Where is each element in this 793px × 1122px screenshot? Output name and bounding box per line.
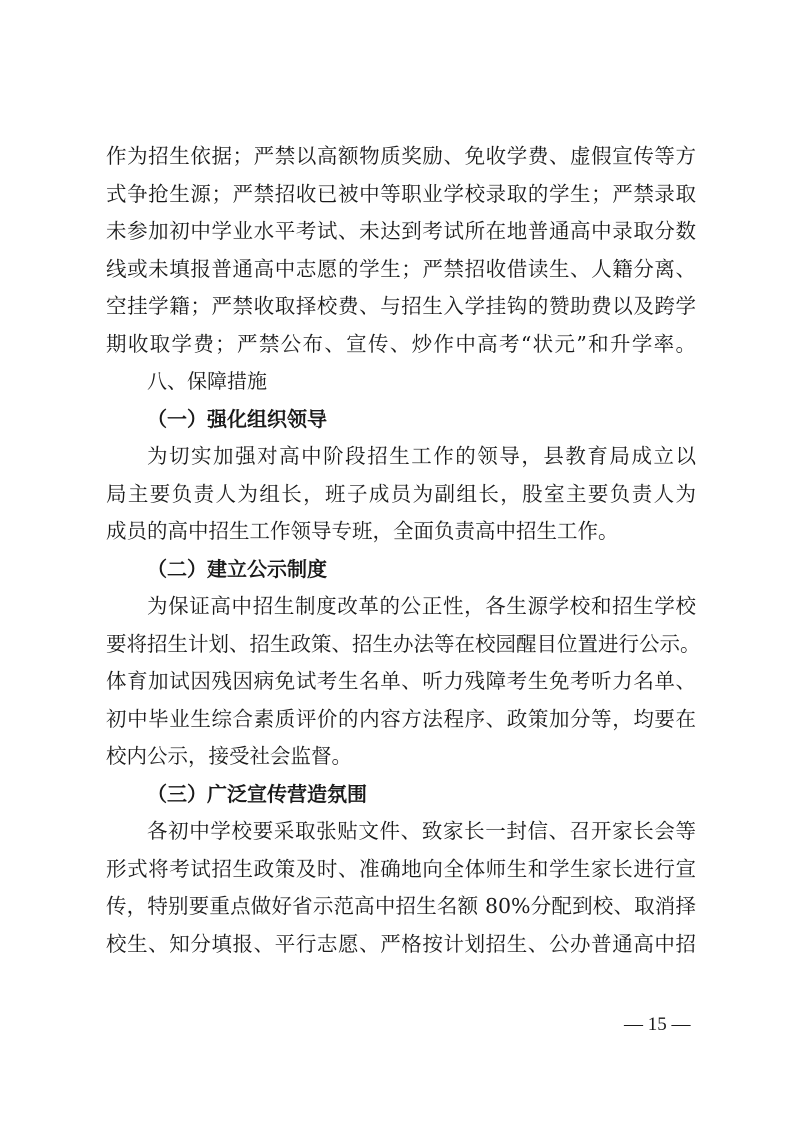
paragraph-line: 局主要负责人为组长，班子成员为副组长，股室主要负责人为 — [106, 481, 696, 506]
paragraph-line: 线或未填报普通高中志愿的学生；严禁招收借读生、人籍分离、 — [106, 256, 696, 281]
paragraph-line: 空挂学籍；严禁收取择校费、与招生入学挂钩的赞助费以及跨学 — [106, 294, 696, 318]
page-number: — 15 — — [624, 1014, 691, 1035]
paragraph-line: 成员的高中招生工作领导专班，全面负责高中招生工作。 — [106, 519, 619, 543]
paragraph-line: 体育加试因残因病免试考生名单、听力残障考生免考听力名单、 — [106, 669, 696, 693]
paragraph-line: 校内公示，接受社会监督。 — [106, 744, 352, 768]
paragraph-line: 形式将考试招生政策及时、准确地向全体师生和学生家长进行宣 — [106, 856, 696, 881]
paragraph-line: 为切实加强对高中阶段招生工作的领导，县教育局成立以 — [147, 444, 696, 468]
paragraph-line: 校生、知分填报、平行志愿、严格按计划招生、公办普通高中招 — [106, 931, 696, 956]
paragraph-line: 为保证高中招生制度改革的公正性，各生源学校和招生学校 — [147, 594, 696, 618]
paragraph-line: 要将招生计划、招生政策、招生办法等在校园醒目位置进行公示。 — [106, 631, 701, 656]
section-heading: 八、保障措施 — [147, 369, 267, 393]
paragraph-line: 作为招生依据；严禁以高额物质奖励、免收学费、虚假宣传等方 — [106, 144, 696, 168]
subsection-heading: （一）强化组织领导 — [147, 406, 327, 431]
subsection-heading: （三）广泛宣传营造氛围 — [147, 781, 367, 806]
subsection-heading: （二）建立公示制度 — [147, 556, 327, 581]
document-body — [106, 138, 701, 963]
paragraph-line: 式争抢生源；严禁招收已被中等职业学校录取的学生；严禁录取 — [106, 181, 696, 206]
paragraph-line: 未参加初中学业水平考试、未达到考试所在地普通高中录取分数 — [106, 219, 696, 243]
paragraph-line: 传，特别要重点做好省示范高中招生名额 80%分配到校、取消择 — [106, 894, 696, 918]
paragraph-line: 各初中学校要采取张贴文件、致家长一封信、召开家长会等 — [147, 819, 696, 843]
paragraph-line: 初中毕业生综合素质评价的内容方法程序、政策加分等，均要在 — [106, 706, 696, 731]
paragraph-line: 期收取学费；严禁公布、宣传、炒作中高考“状元”和升学率。 — [106, 331, 696, 356]
